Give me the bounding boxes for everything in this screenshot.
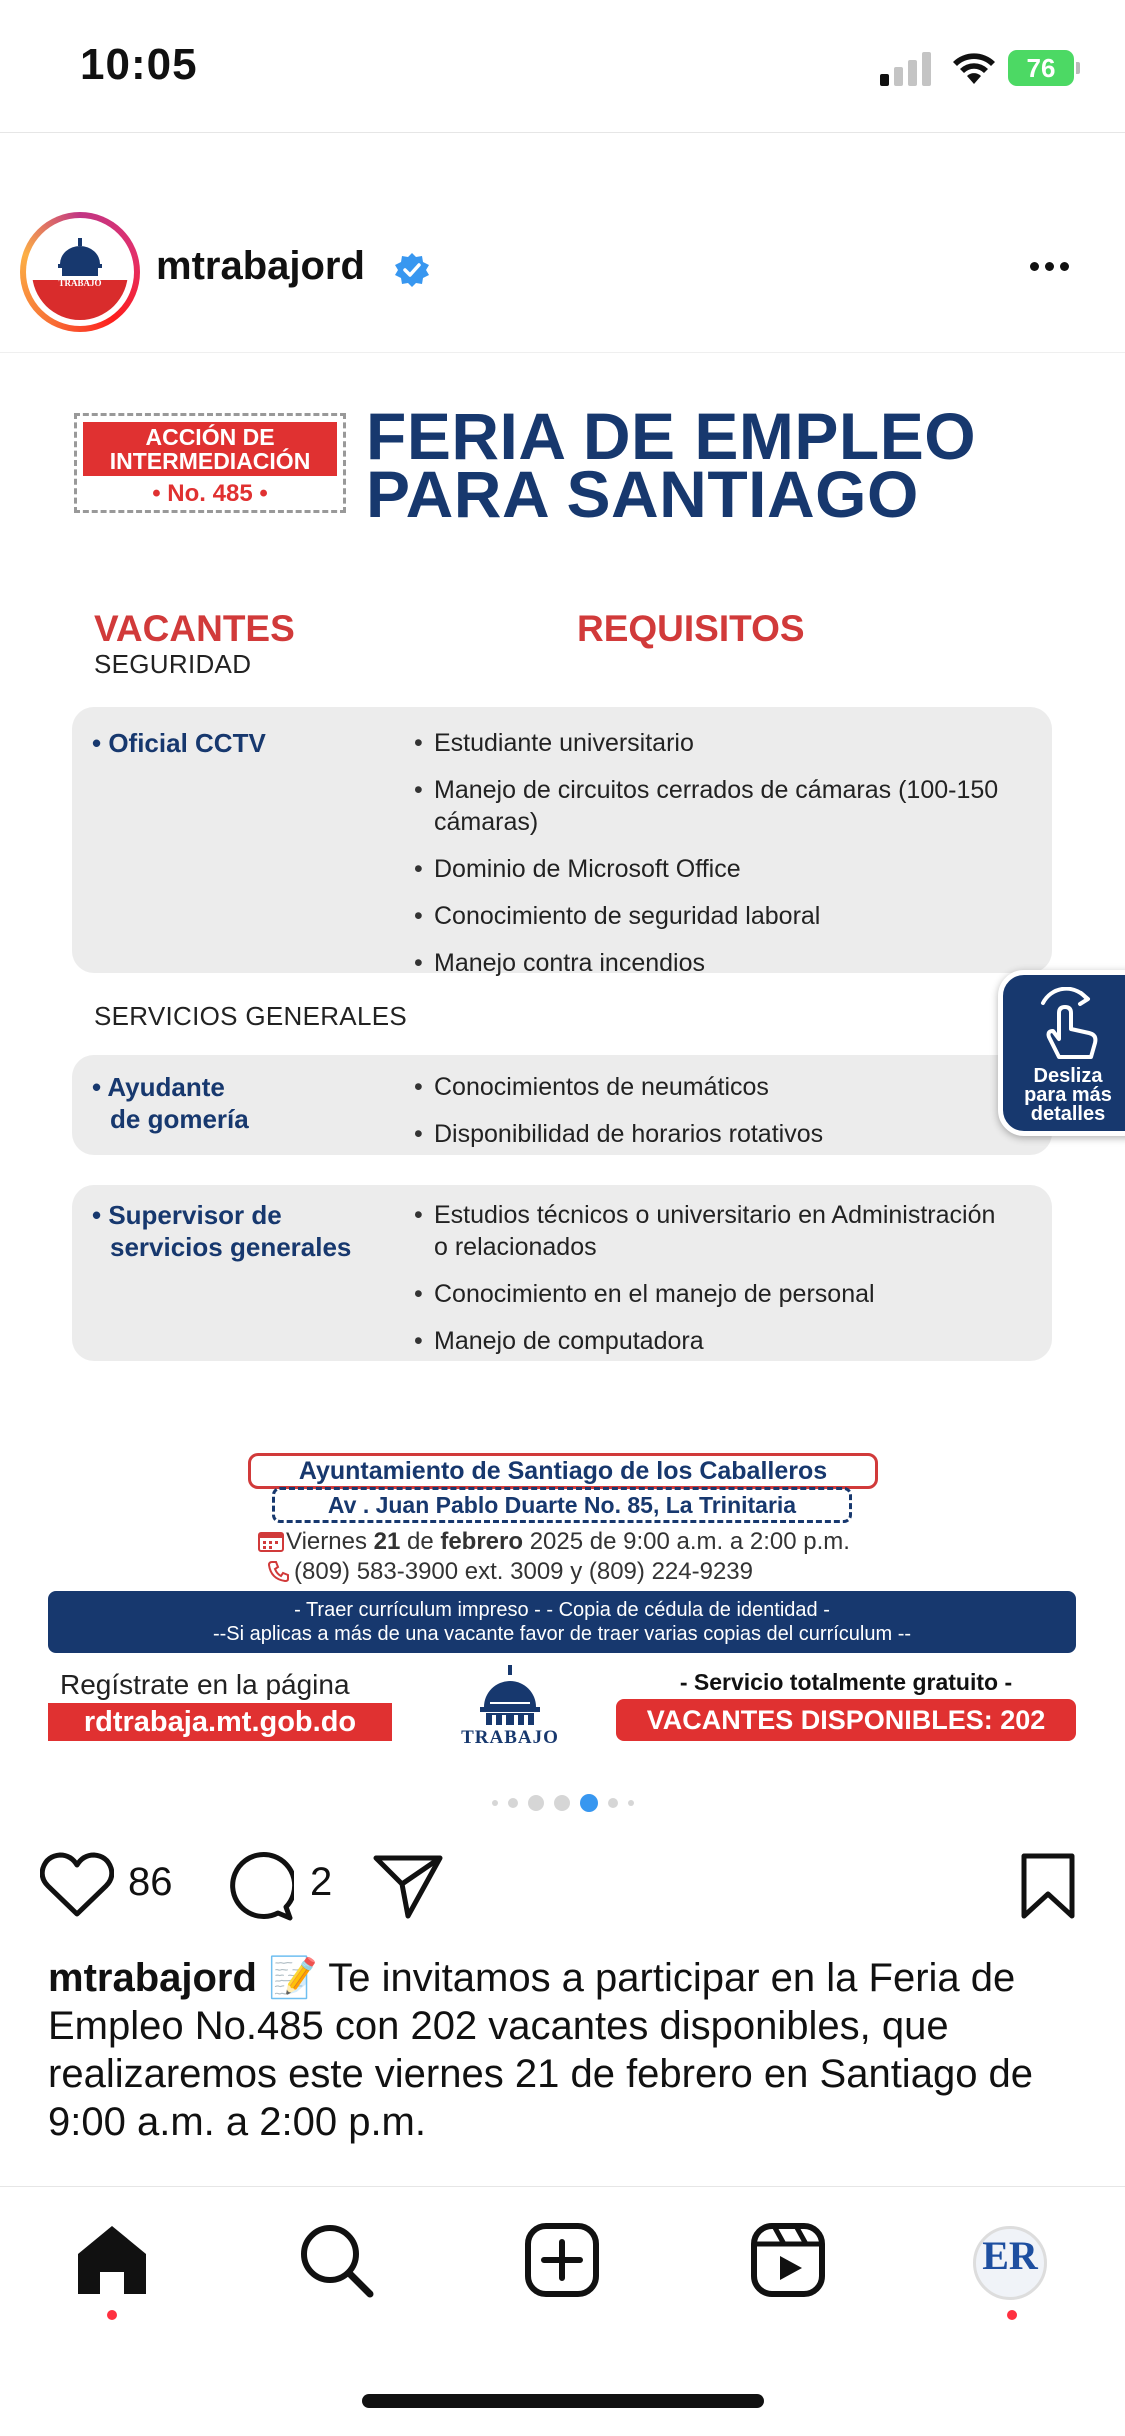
- requirements-list: [414, 1199, 1014, 1372]
- requirement: • Estudios técnicos o universitario en Administración o relacionados: [414, 1199, 1014, 1263]
- pagination-dot-active: [580, 1794, 598, 1812]
- job-title-line: de gomería: [110, 1104, 249, 1134]
- flyer-title-line-1: FERIA DE EMPLEO: [366, 399, 977, 473]
- date-month: febrero: [440, 1528, 524, 1555]
- reels-icon[interactable]: [748, 2220, 828, 2300]
- battery-icon: [1008, 50, 1080, 86]
- wifi-icon: [950, 48, 998, 86]
- pagination-dot: [554, 1795, 570, 1811]
- post-header: [0, 200, 1125, 340]
- job-title-line: • Ayudante: [92, 1072, 225, 1102]
- requirements-list: [414, 1071, 1014, 1165]
- job-panel-gomeria: [72, 1055, 1052, 1155]
- job-title: [92, 1199, 351, 1263]
- stamp-number: • No. 485 •: [152, 480, 268, 507]
- pagination-dot: [492, 1800, 498, 1806]
- comments-count[interactable]: 2: [310, 1860, 333, 1904]
- save-bookmark-icon[interactable]: [1020, 1852, 1076, 1920]
- comment-icon[interactable]: [224, 1852, 294, 1922]
- caption-emoji: 📝: [268, 1956, 318, 2000]
- free-service-note: - Servicio totalmente gratuito -: [679, 1669, 1013, 1695]
- swipe-line: detalles: [1030, 1103, 1106, 1125]
- post-actions: [0, 1846, 1125, 1926]
- job-title: [92, 727, 266, 759]
- profile-avatar[interactable]: [973, 2226, 1047, 2300]
- banner-line-2: --Si aplicas a más de una vacante favor de traer varias copias del currículum --: [212, 1623, 912, 1645]
- like-heart-icon[interactable]: [40, 1852, 114, 1918]
- stamp-line-1: ACCIÓN DE: [145, 424, 275, 450]
- more-options-icon[interactable]: [1030, 258, 1090, 278]
- banner-line-1: - Traer currículum impreso - - Copia de cédula de identidad -: [294, 1599, 830, 1621]
- flyer-title: [366, 399, 1066, 531]
- profile-initials: ER: [982, 2233, 1038, 2278]
- post-caption: [48, 1954, 1088, 2146]
- carousel-pagination: [0, 1794, 1125, 1814]
- share-send-icon[interactable]: [372, 1854, 444, 1920]
- swipe-hint-badge: [998, 970, 1125, 1136]
- requisitos-heading: REQUISITOS: [577, 608, 805, 649]
- pagination-dot: [628, 1800, 634, 1806]
- job-panel-supervisor: [72, 1185, 1052, 1361]
- swipe-line: Desliza: [1033, 1065, 1103, 1087]
- date-day: 21: [373, 1528, 401, 1555]
- verified-badge-icon: [394, 252, 430, 288]
- stamp-line-2: INTERMEDIACIÓN: [109, 448, 311, 474]
- vacancies-available: VACANTES DISPONIBLES: 202: [616, 1699, 1076, 1741]
- pagination-dot: [528, 1795, 544, 1811]
- status-bar: [0, 0, 1125, 132]
- requirement: • Conocimientos de neumáticos: [414, 1071, 1014, 1103]
- requirement: • Conocimiento de seguridad laboral: [414, 900, 1014, 932]
- event-phones: [266, 1558, 906, 1586]
- author-avatar[interactable]: [20, 212, 140, 332]
- home-notification-dot: [107, 2310, 117, 2320]
- intermediation-stamp: [74, 413, 346, 513]
- venue-address: Av . Juan Pablo Duarte No. 85, La Trinitaria: [272, 1487, 852, 1523]
- avatar-label: TRABAJO: [58, 278, 102, 288]
- bottom-nav: [0, 2220, 1125, 2330]
- requirement: • Manejo contra incendios: [414, 947, 1014, 979]
- job-panel-cctv: [72, 707, 1052, 977]
- date-suffix: 2025 de 9:00 a.m. a 2:00 p.m.: [523, 1528, 850, 1555]
- trabajo-logo: [450, 1663, 570, 1753]
- requirements-list: [414, 727, 1014, 994]
- pagination-dot: [508, 1798, 518, 1808]
- requirements-banner: [48, 1591, 1076, 1653]
- swipe-hand-icon: [1029, 987, 1109, 1067]
- home-indicator[interactable]: [362, 2394, 764, 2408]
- requirement: • Estudiante universitario: [414, 727, 1014, 759]
- vacantes-heading: VACANTES: [94, 608, 295, 649]
- search-icon[interactable]: [296, 2220, 376, 2300]
- status-time: 10:05: [80, 40, 198, 89]
- flyer-title-line-2: PARA SANTIAGO: [366, 457, 919, 531]
- profile-notification-dot: [1007, 2310, 1017, 2320]
- section-servicios: SERVICIOS GENERALES: [94, 1001, 407, 1031]
- author-username[interactable]: mtrabajord: [156, 244, 365, 288]
- dome-logo-icon: [32, 224, 128, 280]
- home-icon[interactable]: [72, 2220, 152, 2300]
- calendar-icon: [258, 1530, 284, 1552]
- post-image[interactable]: [0, 353, 1125, 1773]
- event-date: [258, 1528, 898, 1556]
- job-title: [92, 1071, 249, 1135]
- job-title-line: • Supervisor de: [92, 1200, 282, 1230]
- swipe-hint-text: [1003, 1067, 1125, 1124]
- battery-level: 76: [1008, 50, 1074, 86]
- section-seguridad: SEGURIDAD: [94, 649, 252, 679]
- requirement: • Disponibilidad de horarios rotativos: [414, 1118, 1014, 1150]
- swipe-line: para más: [1024, 1084, 1112, 1106]
- venue-name: Ayuntamiento de Santiago de los Caballeros: [248, 1453, 878, 1489]
- date-mid: de: [400, 1528, 441, 1555]
- caption-text: Te invitamos a participar en la Feria de Empleo No.485 con 202 vacantes disponibles, que realizaremos este viernes 21 de febrero en Santiago de 9:00 a.m. a 2:00 p.m.: [48, 1956, 1034, 2144]
- logo-word: TRABAJO: [461, 1727, 559, 1748]
- job-title-line: servicios generales: [110, 1232, 352, 1262]
- pagination-dot: [608, 1798, 618, 1808]
- phone-icon: [266, 1560, 292, 1582]
- register-label: Regístrate en la página: [60, 1669, 350, 1700]
- phone-numbers: (809) 583-3900 ext. 3009 y (809) 224-9239: [294, 1558, 753, 1585]
- caption-username[interactable]: mtrabajord: [48, 1956, 257, 2000]
- dome-logo-icon: [450, 1663, 570, 1727]
- requirement: • Conocimiento en el manejo de personal: [414, 1278, 1014, 1310]
- cellular-signal-icon: [880, 52, 934, 86]
- register-url: rdtrabaja.mt.gob.do: [48, 1703, 392, 1741]
- requirement: • Dominio de Microsoft Office: [414, 853, 1014, 885]
- date-prefix: Viernes: [286, 1528, 374, 1555]
- requirement: • Manejo de computadora: [414, 1325, 1014, 1357]
- job-title-line: • Oficial CCTV: [92, 728, 266, 758]
- likes-count[interactable]: 86: [128, 1860, 173, 1904]
- create-post-icon[interactable]: [522, 2220, 602, 2300]
- requirement: • Manejo de circuitos cerrados de cámaras (100-150 cámaras): [414, 774, 1014, 838]
